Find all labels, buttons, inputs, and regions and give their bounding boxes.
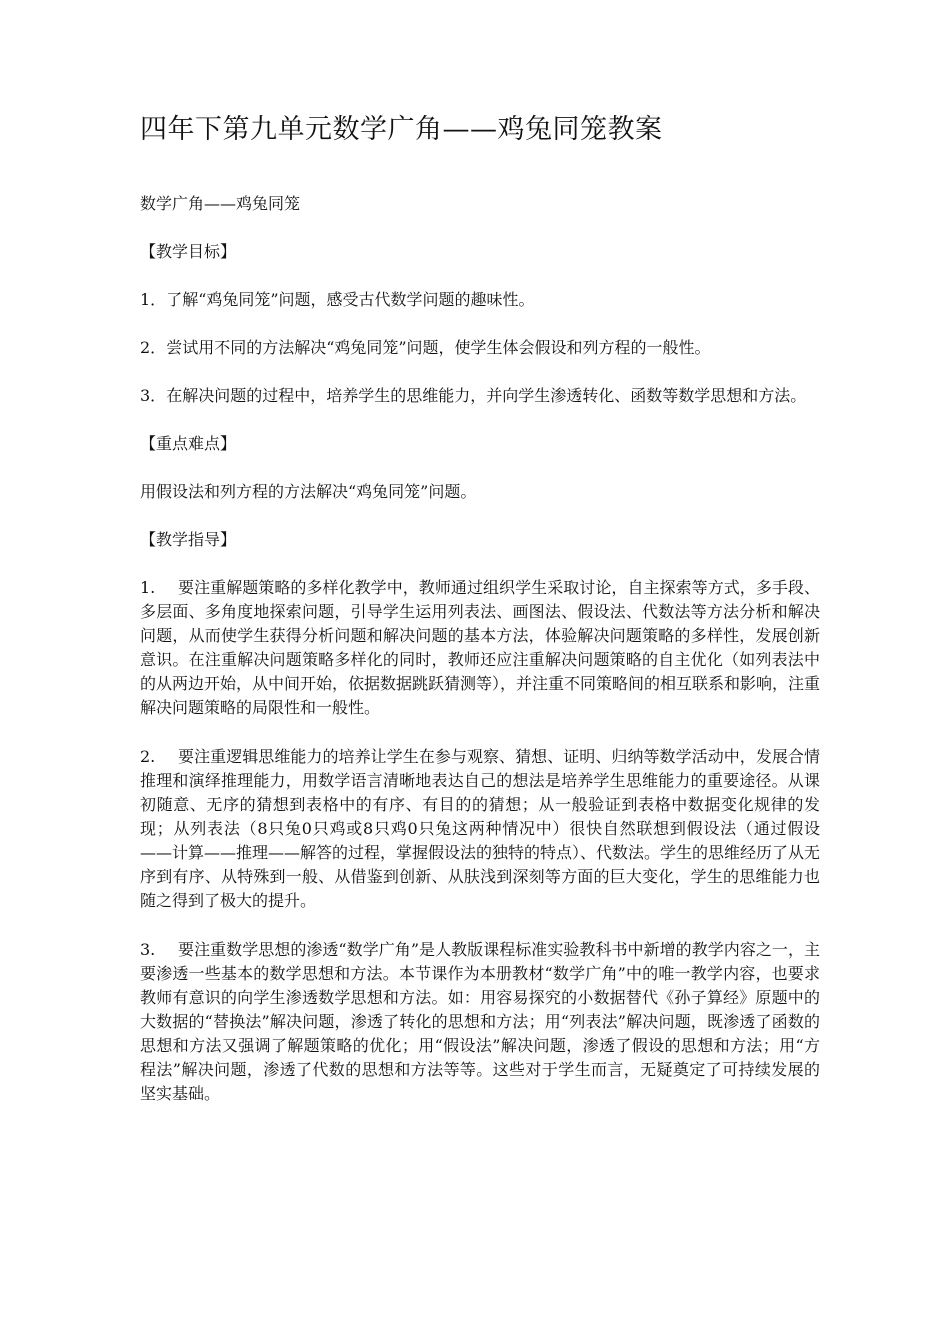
guidance-text: 要注重数学思想的渗透“数学广角”是人教版课程标准实验教科书中新增的教学内容之一，主要渗透一些基本的数学思想和方法。本节课作为本册教材“数学广角”中的唯一教学内容，也要求教师有意识的向学生渗透数学思想和方法。如：用容易探究的小数据替代《孙子算经》原题中的大数据的“替换法”解决问题，渗透了转化的思想和方法；用“列表法”解决问题，既渗透了函数的思想和方法又强调了解题策略的优化；用“假设法”解决问题，渗透了假设的思想和方法；用“方程法”解决问题，渗透了代数的思想和方法等等。这些对于学生而言，无疑奠定了可持续发展的坚实基础。 — [140, 940, 820, 1103]
objective-text: 了解“鸡兔同笼”问题，感受古代数学问题的趣味性。 — [166, 290, 535, 309]
guidance-item — [140, 938, 820, 1106]
keypoints-text: 用假设法和列方程的方法解决“鸡兔同笼”问题。 — [140, 482, 477, 501]
objective-item — [140, 384, 820, 408]
document-title: 四年下第九单元数学广角——鸡兔同笼教案 — [140, 114, 663, 145]
guidance-text: 要注重解题策略的多样化教学中，教师通过组织学生采取讨论，自主探索等方式，多手段、多层面、多角度地探索问题，引导学生运用列表法、画图法、假设法、代数法等方法分析和解决问题，从而使学生获得分析问题和解决问题的基本方法，体验解决问题策略的多样性，发展创新意识。在注重解决问题策略多样化的同时，教师还应注重解决问题策略的自主优化（如列表法中的从两边开始，从中间开始，依据数据跳跃猜测等），并注重不同策略间的相互联系和影响，注重解决问题策略的局限性和一般性。 — [140, 578, 821, 717]
keypoints-heading: 【重点难点】 — [140, 434, 237, 453]
objective-number: 3． — [140, 386, 167, 405]
guidance-item — [140, 745, 820, 913]
guidance-number: 1. — [140, 578, 156, 597]
objective-number: 1． — [140, 290, 167, 309]
objective-text: 尝试用不同的方法解决“鸡兔同笼”问题，使学生体会假设和列方程的一般性。 — [166, 338, 711, 357]
guidance-number: 2. — [140, 747, 156, 766]
document-page — [140, 108, 820, 1131]
objective-text: 在解决问题的过程中，培养学生的思维能力，并向学生渗透转化、函数等数学思想和方法。 — [166, 386, 807, 405]
guidance-text: 要注重逻辑思维能力的培养让学生在参与观察、猜想、证明、归纳等数学活动中，发展合情推理和演绎推理能力，用数学语言清晰地表达自己的想法是培养学生思维能力的重要途径。从课初随意、无序的猜想到表格中的有序、有目的的猜想；从一般验证到表格中数据变化规律的发现；从列表法（8只兔0只鸡或8只鸡0只兔这两种情况中）很快自然联想到假设法（通过假设——计算——推理——解答的过程，掌握假设法的独特的特点）、代数法。学生的思维经历了从无序到有序、从特殊到一般、从借鉴到创新、从肤浅到深刻等方面的巨大变化，学生的思维能力也随之得到了极大的提升。 — [140, 747, 821, 910]
guidance-item — [140, 576, 820, 720]
objective-item — [140, 288, 820, 312]
objective-number: 2． — [140, 338, 167, 357]
objective-item — [140, 336, 820, 360]
document-subtitle: 数学广角——鸡兔同笼 — [140, 194, 301, 213]
objectives-heading: 【教学目标】 — [140, 242, 237, 261]
guidance-heading: 【教学指导】 — [140, 530, 237, 549]
guidance-number: 3. — [140, 940, 156, 959]
